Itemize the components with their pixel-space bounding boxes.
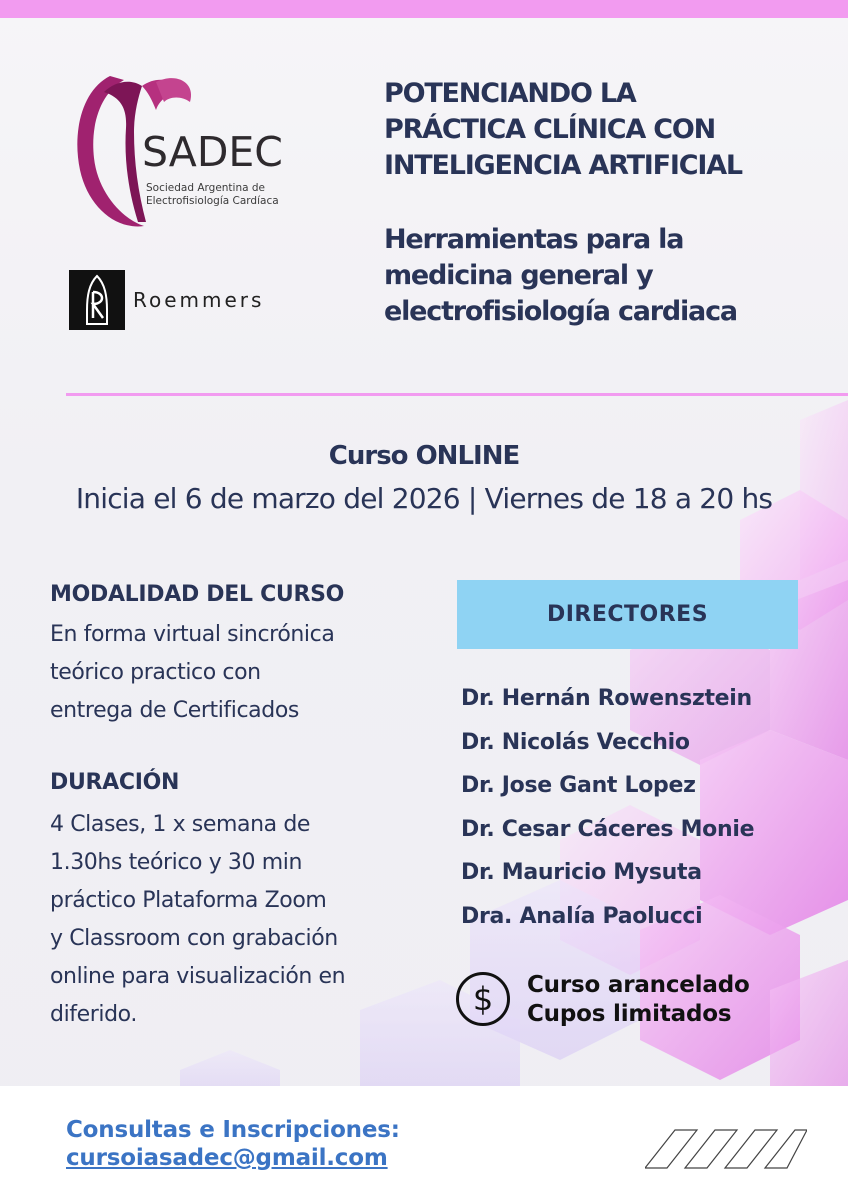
duration-heading: DURACIÓN [50,770,180,795]
directors-list [461,677,754,938]
directors-heading: DIRECTORES [546,602,709,627]
top-accent-bar [0,0,848,18]
director-name: Dra. Analía Paolucci [461,903,703,929]
section-divider [66,393,848,396]
contact-email-link[interactable]: cursoiasadec@gmail.com [66,1145,388,1171]
roemmers-logo-mark [69,270,125,330]
sadec-logo-wordmark: SADEC [142,128,283,176]
director-name: Dr. Cesar Cáceres Monie [461,816,755,842]
director-name: Dr. Jose Gant Lopez [461,773,696,798]
headline-title: POTENCIANDO LA PRÁCTICA CLÍNICA CON INTELIGENCIA ARTIFICIAL [384,78,742,181]
contact-heading: Consultas e Inscripciones: [66,1117,400,1143]
course-type: Curso ONLINE [328,441,520,471]
roemmers-logo-wordmark: Roemmers [133,288,265,312]
director-name: Dr. Mauricio Mysuta [461,860,702,885]
headline-subtitle: Herramientas para la medicina general y electrofisiología cardiaca [384,224,737,327]
modality-text: En forma virtual sincrónica teórico practico con entrega de Certificados [50,622,335,723]
sadec-logo-subtitle: Sociedad Argentina de Electrofisiología Cardíaca [146,182,279,207]
director-name: Dr. Nicolás Vecchio [461,729,690,755]
decorative-stripes-icon [645,1128,807,1170]
director-name: Dr. Hernán Rowensztein [461,686,752,711]
fee-info: Curso arancelado Cupos limitados [527,972,750,1027]
duration-text: 4 Clases, 1 x semana de 1.30hs teórico y 30 min práctico Plataforma Zoom y Classroom con grabación online para visualización en diferido. [50,812,346,1027]
dollar-circle-icon: $ [456,972,510,1026]
course-start-date: Inicia el 6 de marzo del 2026 | Viernes de 18 a 20 hs [75,482,773,515]
directors-header-box [457,580,798,649]
modality-heading: MODALIDAD DEL CURSO [50,582,345,607]
